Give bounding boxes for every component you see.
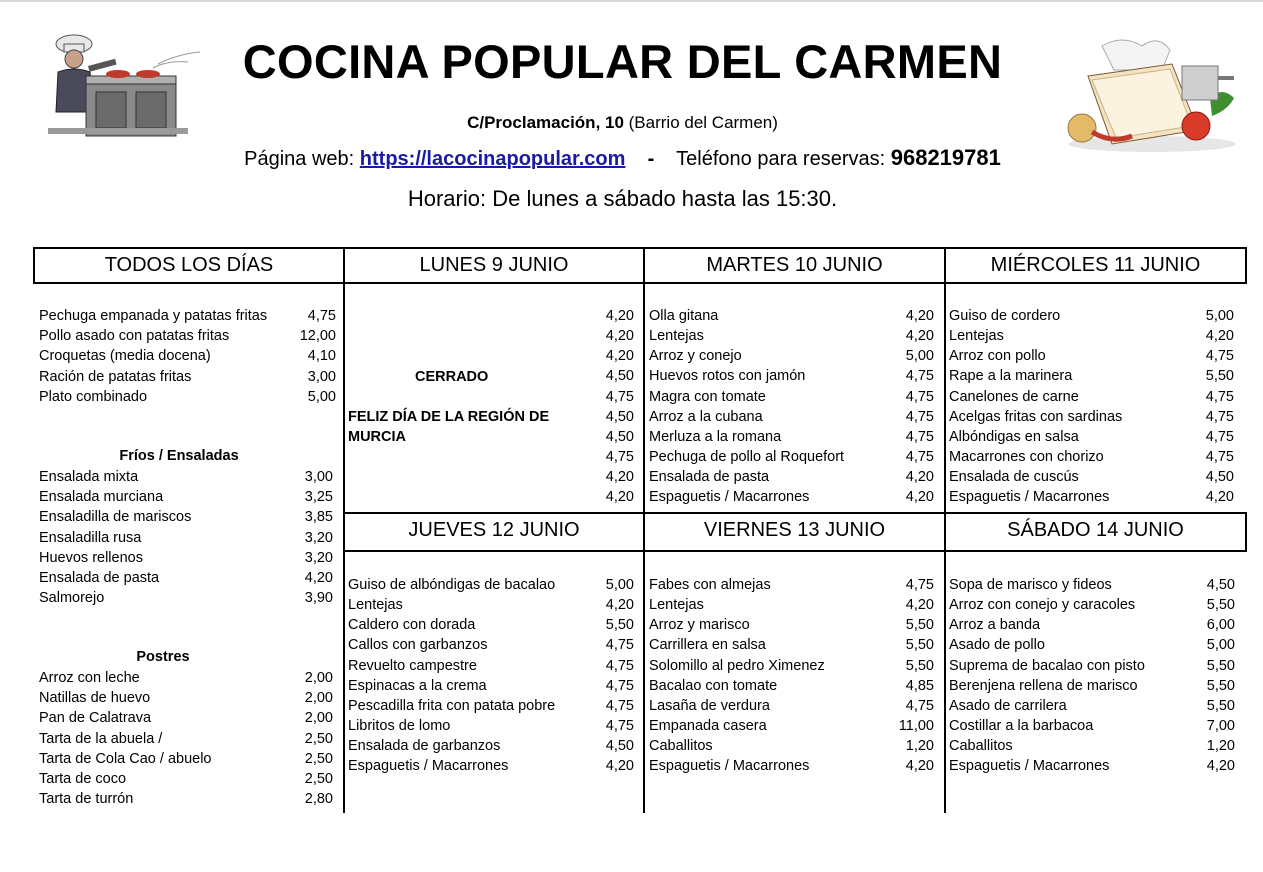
dish-name: Ensalada de garbanzos: [348, 738, 501, 754]
opening-hours: Horario: De lunes a sábado hasta las 15:30.: [407, 186, 838, 211]
menu-item-row: [39, 568, 333, 588]
dish-price: 4,20: [605, 348, 634, 364]
dish-price: 4,10: [307, 348, 336, 364]
dish-name: Lentejas: [949, 328, 1004, 344]
dish-price: 4,75: [605, 637, 634, 653]
dish-name: Pollo asado con patatas fritas: [39, 328, 230, 344]
menu-item-row: [348, 326, 634, 346]
dish-price: 4,75: [905, 368, 934, 384]
dish-name: Natillas de huevo: [39, 690, 151, 706]
menu-item-row: [39, 467, 333, 487]
menu-item-row: [949, 716, 1235, 736]
menu-item-row: [348, 676, 634, 696]
grid-line-right-mid: [1245, 512, 1247, 552]
dish-price: 4,20: [1205, 489, 1234, 505]
address: [0, 113, 1245, 133]
dish-name: Lentejas: [649, 328, 704, 344]
menu-item-row: [949, 676, 1235, 696]
menu-item-row: [348, 656, 634, 676]
separator: -: [647, 148, 655, 170]
dish-price: 4,20: [1206, 758, 1235, 774]
menu-item-row: [949, 407, 1234, 427]
menu-item-row: [39, 708, 333, 728]
menu-item-row: [39, 688, 333, 708]
dish-name: Arroz con conejo y caracoles: [949, 597, 1136, 613]
dish-name: Olla gitana: [649, 308, 719, 324]
menu-item-row: [348, 306, 634, 326]
dish-price: 4,20: [605, 758, 634, 774]
dish-price: 3,00: [304, 469, 333, 485]
dish-name: Ensalada mixta: [39, 469, 139, 485]
menu-item-row: [949, 326, 1234, 346]
dish-price: 1,20: [905, 738, 934, 754]
menu-item-row: [649, 306, 934, 326]
dish-name: Lasaña de verdura: [649, 698, 770, 714]
menu-item-row: [949, 656, 1235, 676]
dish-name: Ensaladilla de mariscos: [39, 509, 192, 525]
dish-price: 4,50: [605, 409, 634, 425]
dish-name: Rape a la marinera: [949, 368, 1073, 384]
menu-item-row: [39, 387, 336, 407]
holiday-note-line1: FELIZ DÍA DE LA REGIÓN DE: [348, 409, 550, 425]
dish-name: Bacalao con tomate: [649, 678, 778, 694]
dish-name: Croquetas (media docena): [39, 348, 211, 364]
menu-item-row: [649, 615, 934, 635]
dish-price: 4,75: [905, 698, 934, 714]
menu-item-row: [39, 528, 333, 548]
menu-item-row: [39, 548, 333, 568]
menu-item-row: [649, 595, 934, 615]
dish-price: 4,20: [905, 597, 934, 613]
dish-price: 4,75: [905, 429, 934, 445]
menu-item-row: [949, 467, 1234, 487]
menu-item-row: [348, 635, 634, 655]
dish-name: Pechuga empanada y patatas fritas: [39, 308, 268, 324]
dish-price: 4,20: [905, 328, 934, 344]
menu-item-row: [649, 756, 934, 776]
section-title-postres: Postres: [136, 649, 190, 665]
dish-price: 7,00: [1206, 718, 1235, 734]
dish-price: 4,20: [605, 489, 634, 505]
dish-name: Pechuga de pollo al Roquefort: [649, 449, 845, 465]
menu-item-row: [649, 575, 934, 595]
dish-name: Libritos de lomo: [348, 718, 451, 734]
dish-price: 5,50: [905, 658, 934, 674]
dish-price: 11,00: [898, 718, 934, 734]
dish-name: Asado de carrilera: [949, 698, 1067, 714]
dish-name: Tarta de Cola Cao / abuelo: [39, 751, 212, 767]
menu-item-row: [649, 696, 934, 716]
dish-price: 2,00: [304, 710, 333, 726]
address-neighborhood: (Barrio del Carmen): [623, 113, 778, 132]
menu-item-row: [649, 407, 934, 427]
dish-name: Arroz con pollo: [949, 348, 1046, 364]
dish-price: 2,50: [304, 771, 333, 787]
dish-price: 2,00: [304, 690, 333, 706]
dish-name: Ración de patatas fritas: [39, 369, 192, 385]
dish-name: Tarta de coco: [39, 771, 127, 787]
header-jueves: JUEVES 12 JUNIO: [408, 519, 580, 541]
menu-item-row: [649, 716, 934, 736]
menu-item-row: [348, 696, 634, 716]
menu-item-row: [348, 366, 634, 386]
dish-name: Lentejas: [649, 597, 704, 613]
dish-price: 4,20: [304, 570, 333, 586]
dish-name: Salmorejo: [39, 590, 105, 606]
menu-item-row: [949, 756, 1235, 776]
dish-name: Ensaladilla rusa: [39, 530, 142, 546]
menu-item-row: [949, 487, 1234, 507]
web-label: Página web:: [244, 148, 360, 170]
dish-price: 5,50: [1206, 678, 1235, 694]
dish-price: 3,90: [304, 590, 333, 606]
dish-price: 4,75: [1205, 348, 1234, 364]
menu-item-row: [649, 326, 934, 346]
dish-price: 4,20: [605, 597, 634, 613]
dish-name: Macarrones con chorizo: [949, 449, 1104, 465]
dish-name: Lentejas: [348, 597, 403, 613]
menu-item-row: [39, 749, 333, 769]
header-todos-los-dias: TODOS LOS DÍAS: [104, 254, 274, 276]
dish-name: Arroz con leche: [39, 670, 140, 686]
dish-price: 3,00: [307, 369, 336, 385]
dish-price: 5,50: [1206, 597, 1235, 613]
dish-name: Espinacas a la crema: [348, 678, 487, 694]
dish-price: 3,25: [304, 489, 333, 505]
dish-price: 5,50: [905, 617, 934, 633]
dish-price: 4,20: [605, 469, 634, 485]
menu-item-row: [39, 507, 333, 527]
menu-item-row: [649, 676, 934, 696]
holiday-note-line2: MURCIA: [348, 429, 406, 445]
menu-item-row: [348, 467, 634, 487]
grid-line-right-top: [1245, 247, 1247, 284]
dish-name: Albóndigas en salsa: [949, 429, 1079, 445]
dish-price: 4,75: [605, 449, 634, 465]
menu-item-row: [39, 367, 336, 387]
dish-price: 1,20: [1206, 738, 1235, 754]
dish-name: Plato combinado: [39, 389, 148, 405]
menu-item-row: [649, 656, 934, 676]
dish-price: 4,75: [905, 577, 934, 593]
dish-price: 4,20: [605, 308, 634, 324]
menu-item-row: [649, 487, 934, 507]
menu-item-row: [949, 306, 1234, 326]
restaurant-title: COCINA POPULAR DEL CARMEN: [242, 35, 1003, 88]
dish-name: Caldero con dorada: [348, 617, 476, 633]
dish-price: 2,50: [304, 731, 333, 747]
dish-name: Espaguetis / Macarrones: [649, 758, 810, 774]
menu-item-row: [949, 366, 1234, 386]
menu-item-row: [949, 447, 1234, 467]
menu-item-row: [39, 487, 333, 507]
dish-name: Arroz a la cubana: [649, 409, 763, 425]
dish-name: Acelgas fritas con sardinas: [949, 409, 1123, 425]
dish-price: 4,50: [605, 738, 634, 754]
dish-name: Arroz y conejo: [649, 348, 742, 364]
address-street: C/Proclamación, 10: [467, 113, 624, 132]
menu-item-row: [39, 588, 333, 608]
phone-label: Teléfono para reservas:: [676, 148, 891, 170]
dish-price: 3,20: [304, 550, 333, 566]
dish-price: 4,20: [1205, 328, 1234, 344]
menu-item-row: [39, 346, 336, 366]
dish-price: 2,50: [304, 751, 333, 767]
top-divider: [0, 0, 1263, 2]
dish-name: Magra con tomate: [649, 389, 766, 405]
dish-price: 2,00: [304, 670, 333, 686]
header-miercoles: MIÉRCOLES 11 JUNIO: [990, 254, 1201, 276]
dish-price: 4,75: [605, 698, 634, 714]
menu-item-row: [949, 736, 1235, 756]
dish-name: Guiso de albóndigas de bacalao: [348, 577, 556, 593]
dish-name: Huevos rotos con jamón: [649, 368, 806, 384]
dish-price: 4,75: [605, 658, 634, 674]
dish-price: 4,75: [905, 449, 934, 465]
dish-price: 4,75: [1205, 389, 1234, 405]
dish-name: Tarta de la abuela /: [39, 731, 163, 747]
dish-name: Espaguetis / Macarrones: [348, 758, 509, 774]
dish-name: Ensalada de pasta: [649, 469, 770, 485]
menu-item-row: [348, 716, 634, 736]
grid-line-header-bottom: [33, 282, 1247, 284]
dish-name: Sopa de marisco y fideos: [949, 577, 1112, 593]
menu-item-row: [39, 789, 333, 809]
dish-price: 4,75: [307, 308, 336, 324]
dish-name: Caballitos: [949, 738, 1013, 754]
menu-item-row: [348, 615, 634, 635]
menu-item-row: [348, 346, 634, 366]
grid-line-mid-bottom: [343, 550, 1247, 552]
dish-price: 4,75: [1205, 449, 1234, 465]
dish-price: 4,75: [605, 678, 634, 694]
dish-name: Solomillo al pedro Ximenez: [649, 658, 825, 674]
menu-item-row: [348, 427, 634, 447]
dish-price: 5,50: [1206, 658, 1235, 674]
menu-item-row: [348, 487, 634, 507]
menu-item-row: [649, 387, 934, 407]
menu-item-row: [39, 729, 333, 749]
dish-name: Arroz a banda: [949, 617, 1041, 633]
dish-price: 6,00: [1206, 617, 1235, 633]
dish-name: Espaguetis / Macarrones: [949, 489, 1110, 505]
dish-name: Arroz y marisco: [649, 617, 750, 633]
dish-price: 4,75: [1205, 409, 1234, 425]
menu-item-row: [348, 387, 634, 407]
dish-price: 5,00: [1205, 308, 1234, 324]
dish-name: Ensalada de pasta: [39, 570, 160, 586]
dish-name: Guiso de cordero: [949, 308, 1061, 324]
dish-price: 4,75: [605, 389, 634, 405]
menu-item-row: [39, 326, 336, 346]
menu-item-row: [348, 575, 634, 595]
dish-name: Carrillera en salsa: [649, 637, 766, 653]
menu-item-row: [949, 595, 1235, 615]
dish-name: Canelones de carne: [949, 389, 1079, 405]
dish-price: 5,50: [605, 617, 634, 633]
menu-item-row: [39, 769, 333, 789]
menu-item-row: [348, 595, 634, 615]
dish-price: 5,50: [905, 637, 934, 653]
menu-item-row: [649, 635, 934, 655]
dish-name: Asado de pollo: [949, 637, 1045, 653]
dish-name: Suprema de bacalao con pisto: [949, 658, 1145, 674]
dish-price: 3,85: [304, 509, 333, 525]
dish-name: Merluza a la romana: [649, 429, 782, 445]
menu-item-row: [949, 427, 1234, 447]
dish-price: 5,00: [905, 348, 934, 364]
dish-price: 4,20: [905, 489, 934, 505]
dish-price: 4,50: [1205, 469, 1234, 485]
dish-price: 4,20: [605, 328, 634, 344]
menu-item-row: [949, 696, 1235, 716]
dish-price: 4,75: [905, 409, 934, 425]
dish-name: Ensalada murciana: [39, 489, 164, 505]
section-title-ensaladas: Fríos / Ensaladas: [119, 448, 239, 464]
dish-name: Ensalada de cuscús: [949, 469, 1079, 485]
header-viernes: VIERNES 13 JUNIO: [703, 519, 886, 541]
closed-notice: CERRADO: [415, 369, 489, 385]
dish-price: 5,00: [605, 577, 634, 593]
dish-price: 4,75: [1205, 429, 1234, 445]
menu-item-row: [348, 756, 634, 776]
menu-item-row: [949, 635, 1235, 655]
dish-price: 3,20: [304, 530, 333, 546]
menu-item-row: [649, 366, 934, 386]
header-martes: MARTES 10 JUNIO: [706, 254, 883, 276]
contact-line: [0, 145, 1245, 171]
dish-name: Tarta de turrón: [39, 791, 134, 807]
header-sabado: SÁBADO 14 JUNIO: [1007, 519, 1184, 541]
dish-name: Espaguetis / Macarrones: [649, 489, 810, 505]
phone-number: 968219781: [890, 145, 1001, 170]
dish-price: 5,50: [1206, 698, 1235, 714]
menu-item-row: [348, 407, 634, 427]
menu-item-row: [649, 346, 934, 366]
menu-item-row: [949, 387, 1234, 407]
dish-name: Callos con garbanzos: [348, 637, 488, 653]
menu-item-row: [949, 575, 1235, 595]
menu-item-row: [39, 668, 333, 688]
dish-price: 4,50: [605, 429, 634, 445]
dish-name: Berenjena rellena de marisco: [949, 678, 1138, 694]
dish-price: 12,00: [299, 328, 336, 344]
menu-item-row: [949, 346, 1234, 366]
dish-price: 5,00: [1206, 637, 1235, 653]
dish-price: 4,50: [605, 368, 634, 384]
dish-name: Pan de Calatrava: [39, 710, 152, 726]
dish-name: Empanada casera: [649, 718, 767, 734]
dish-name: Pescadilla frita con patata pobre: [348, 698, 556, 714]
menu-item-row: [649, 447, 934, 467]
dish-name: Caballitos: [649, 738, 713, 754]
menu-item-row: [649, 427, 934, 447]
dish-price: 4,75: [605, 718, 634, 734]
dish-price: 4,20: [905, 308, 934, 324]
dish-price: 4,75: [905, 389, 934, 405]
menu-item-row: [949, 615, 1235, 635]
dish-price: 5,50: [1205, 368, 1234, 384]
website-link[interactable]: https://lacocinapopular.com: [359, 148, 626, 170]
dish-price: 4,50: [1206, 577, 1235, 593]
dish-name: Espaguetis / Macarrones: [949, 758, 1110, 774]
dish-price: 5,00: [307, 389, 336, 405]
menu-item-row: [649, 467, 934, 487]
dish-price: 4,20: [905, 469, 934, 485]
dish-price: 4,20: [905, 758, 934, 774]
dish-name: Huevos rellenos: [39, 550, 143, 566]
menu-item-row: [649, 736, 934, 756]
dish-name: Costillar a la barbacoa: [949, 718, 1094, 734]
menu-item-row: [348, 447, 634, 467]
header-lunes: LUNES 9 JUNIO: [419, 254, 569, 276]
dish-price: 4,85: [905, 678, 934, 694]
menu-item-row: [348, 736, 634, 756]
dish-name: Revuelto campestre: [348, 658, 477, 674]
menu-item-row: [39, 306, 336, 326]
dish-price: 2,80: [304, 791, 333, 807]
dish-name: Fabes con almejas: [649, 577, 771, 593]
